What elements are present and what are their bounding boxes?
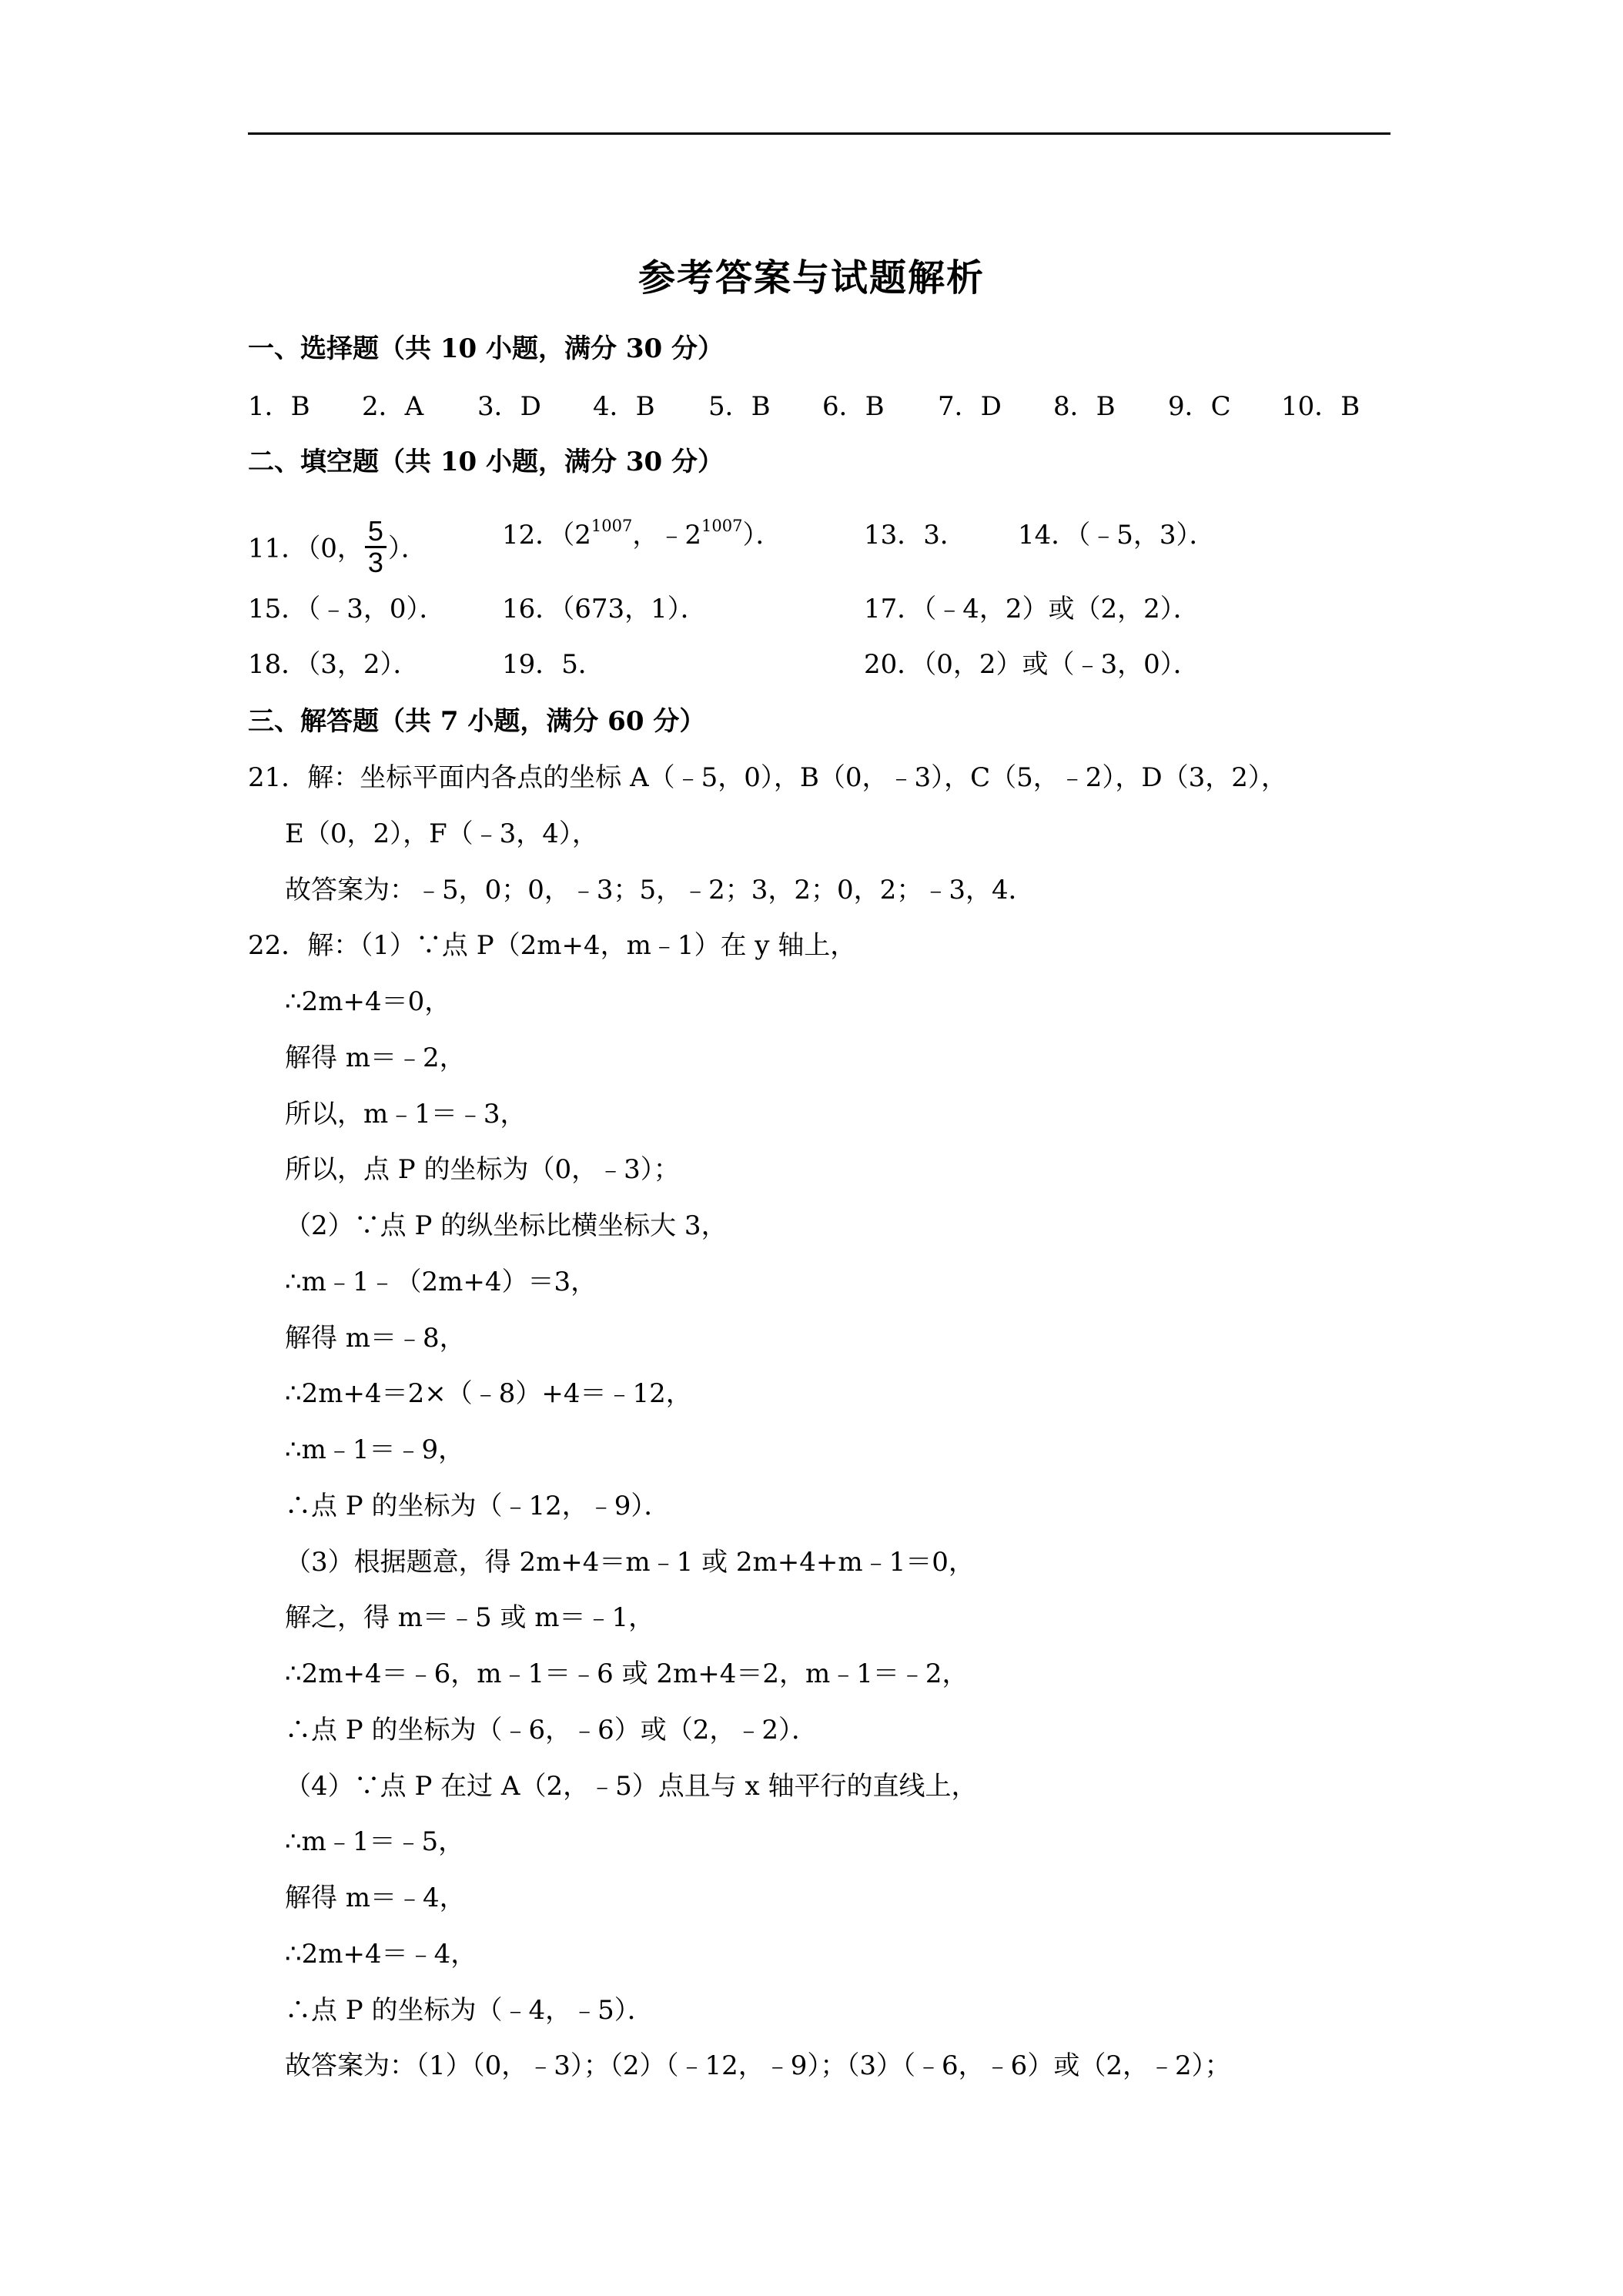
choice-answer: 3．D [477, 391, 541, 422]
fill-answer-12 [502, 516, 782, 551]
choice-answer: 5．B [708, 391, 771, 422]
section-heading-fill: 二、填空题（共 10 小题，满分 30 分） [248, 447, 724, 477]
solution-step: 解得 m＝﹣2， [285, 1043, 466, 1073]
solution-step: （4）∵点 P 在过 A（2，﹣5）点且与 x 轴平行的直线上， [285, 1771, 978, 1802]
solution-step: 解之，得 m＝﹣5 或 m＝﹣1， [285, 1602, 655, 1633]
fill-answer-20: 20．（0，2）或（﹣3，0）． [864, 649, 1200, 680]
choice-answer: 7．D [938, 391, 1002, 422]
fraction-denominator: 3 [367, 547, 383, 578]
exponent: 1007 [701, 516, 743, 535]
solution-step: 所以，点 P 的坐标为（0，﹣3）； [285, 1154, 680, 1185]
solution-step: 解得 m＝﹣4， [285, 1883, 466, 1913]
fill-answer-14: 14．（﹣5，3）． [1018, 520, 1216, 551]
fill-answer-11 [248, 515, 427, 581]
choice-answer: 10．B [1281, 391, 1360, 422]
fill-answer-19: 19．5． [502, 649, 604, 680]
solution-step: ∴2m+4＝﹣6，m﹣1＝﹣6 或 2m+4＝2，m﹣1＝﹣2， [285, 1658, 969, 1689]
solution-step: ∴2m+4＝2×（﹣8）+4＝﹣12， [285, 1378, 692, 1409]
solution-step: （3）根据题意，得 2m+4＝m﹣1 或 2m+4+m﹣1＝0， [285, 1547, 975, 1578]
choice-answer: 9．C [1168, 391, 1231, 422]
fill-answer-12-middle: ，﹣2 [632, 520, 701, 551]
fill-answer-13: 13．3． [864, 520, 966, 551]
solution-step: 解得 m＝﹣8， [285, 1323, 466, 1354]
choice-answer: 1．B [248, 391, 310, 422]
choice-answer: 6．B [822, 391, 885, 422]
choice-answer: 2．A [362, 391, 424, 422]
solution-step: ∴2m+4＝﹣4， [285, 1939, 477, 1970]
solution-step: 故答案为：（1）（0，﹣3）；（2）（﹣12，﹣9）；（3）（﹣6，﹣6）或（2，﹣2）； [285, 2050, 1231, 2081]
solution-step: ∴m﹣1＝﹣5， [285, 1826, 465, 1857]
exponent: 1007 [591, 516, 633, 535]
solution-21-line: 故答案为：﹣5，0；0，﹣3；5，﹣2；3，2；0，2；﹣3，4． [285, 875, 1035, 905]
section-heading-solution: 三、解答题（共 7 小题，满分 60 分） [248, 706, 706, 737]
choice-answer: 8．B [1053, 391, 1116, 422]
solution-step: ∴点 P 的坐标为（﹣12，﹣9）． [285, 1491, 671, 1521]
solution-step: ∴m﹣1＝﹣9， [285, 1434, 465, 1465]
solution-step: ∴2m+4＝0， [285, 986, 451, 1017]
fill-answer-12-prefix: 12．（2 [502, 520, 591, 551]
fill-answer-17: 17．（﹣4，2）或（2，2）． [864, 594, 1200, 624]
page-title: 参考答案与试题解析 [637, 256, 985, 300]
fraction [365, 517, 387, 577]
choice-answer: 4．B [593, 391, 655, 422]
solution-step: ∴点 P 的坐标为（﹣6，﹣6）或（2，﹣2）． [285, 1715, 818, 1745]
section-heading-choice: 一、选择题（共 10 小题，满分 30 分） [248, 333, 724, 364]
fraction-numerator: 5 [365, 517, 387, 548]
solution-step: （2）∵点 P 的纵坐标比横坐标大 3， [285, 1210, 728, 1241]
fill-answer-11-prefix: 11．（0， [248, 533, 363, 564]
fill-answer-11-suffix: ）． [387, 533, 427, 564]
fill-answer-18: 18．（3，2）． [248, 649, 420, 680]
solution-step: ∴点 P 的坐标为（﹣4，﹣5）． [285, 1995, 654, 2026]
fill-answer-15: 15．（﹣3，0）． [248, 594, 446, 624]
fill-answer-12-suffix: ）． [742, 520, 782, 551]
solution-step: 所以，m﹣1＝﹣3， [285, 1099, 527, 1130]
header-rule [248, 132, 1390, 135]
solution-22-heading: 22．解：（1）∵点 P（2m+4，m﹣1）在 y 轴上， [248, 930, 857, 961]
solution-21-line: E（0，2），F（﹣3，4）， [285, 818, 598, 849]
solution-step: ∴m﹣1﹣（2m+4）＝3， [285, 1267, 597, 1297]
solution-21-line: 21．解：坐标平面内各点的坐标 A（﹣5，0），B（0，﹣3），C（5，﹣2），D（3，2）， [248, 762, 1287, 793]
fill-answer-16: 16．（673，1）． [502, 594, 707, 624]
